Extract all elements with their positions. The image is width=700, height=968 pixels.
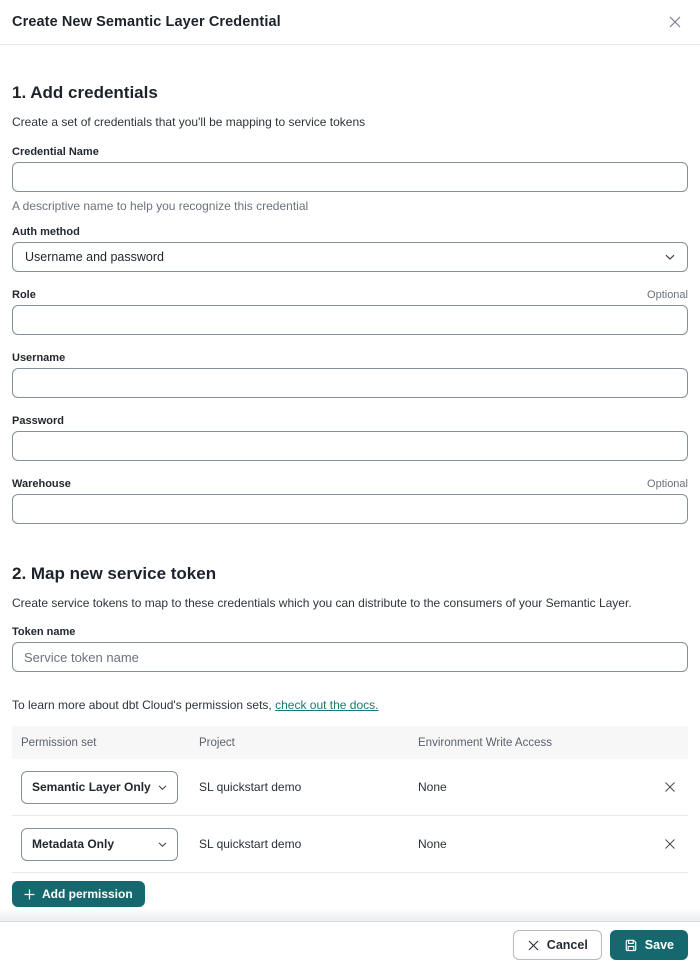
cancel-x-icon: [527, 939, 540, 952]
auth-method-selected-value: Username and password: [25, 250, 164, 264]
modal-title: Create New Semantic Layer Credential: [12, 14, 281, 30]
password-field: [12, 415, 688, 461]
close-button[interactable]: [665, 12, 685, 32]
permission-set-select[interactable]: [21, 771, 178, 804]
section1-heading: 1. Add credentials: [12, 83, 158, 102]
token-name-input[interactable]: [12, 642, 688, 672]
token-name-field: [12, 626, 688, 672]
cancel-label: Cancel: [546, 938, 588, 952]
save-icon: [624, 938, 638, 952]
warehouse-optional-tag: Optional: [647, 478, 688, 490]
credential-name-input[interactable]: [12, 162, 688, 192]
credential-name-label: Credential Name: [12, 146, 99, 158]
credential-name-helper: A descriptive name to help you recognize this credential: [12, 199, 309, 213]
project-value: SL quickstart demo: [199, 837, 302, 851]
role-label: Role: [12, 289, 36, 301]
auth-method-select[interactable]: [12, 242, 688, 272]
modal-body: [0, 45, 700, 908]
env-write-access-value: None: [418, 780, 447, 794]
add-permission-label: Add permission: [42, 887, 133, 901]
remove-permission-button[interactable]: [661, 835, 679, 853]
docs-line: [12, 698, 688, 712]
auth-method-label: Auth method: [12, 226, 80, 238]
save-label: Save: [644, 938, 674, 952]
username-input[interactable]: [12, 368, 688, 398]
password-label: Password: [12, 415, 64, 427]
footer-shadow: [0, 908, 700, 922]
warehouse-input[interactable]: [12, 494, 688, 524]
remove-permission-button[interactable]: [661, 778, 679, 796]
docs-text: To learn more about dbt Cloud's permission sets,: [12, 698, 276, 712]
save-button[interactable]: [610, 930, 688, 960]
close-icon: [667, 14, 683, 30]
username-field: [12, 352, 688, 398]
docs-link[interactable]: check out the docs.: [275, 698, 379, 712]
section2-heading: 2. Map new service token: [12, 564, 217, 583]
permission-set-select[interactable]: [21, 828, 178, 861]
permissions-table-header: [12, 726, 688, 759]
env-write-access-value: None: [418, 837, 447, 851]
permission-table-row: [12, 816, 688, 873]
role-field: [12, 289, 688, 335]
token-name-label: Token name: [12, 626, 76, 638]
permission-set-value: Metadata Only: [32, 837, 115, 851]
credential-name-field: [12, 146, 688, 213]
plus-icon: [24, 889, 35, 900]
chevron-down-icon: [158, 784, 167, 791]
role-input[interactable]: [12, 305, 688, 335]
section1-description: Create a set of credentials that you'll be mapping to service tokens: [12, 115, 366, 129]
header-project: Project: [199, 736, 235, 749]
add-permission-button[interactable]: [12, 881, 145, 907]
chevron-down-icon: [665, 253, 675, 261]
warehouse-field: [12, 478, 688, 524]
warehouse-label: Warehouse: [12, 478, 71, 490]
modal-header: [0, 0, 700, 45]
remove-x-icon: [663, 837, 677, 851]
auth-method-field: [12, 226, 688, 272]
permission-table-row: [12, 759, 688, 816]
permissions-table: [12, 726, 688, 873]
section2-description: Create service tokens to map to these credentials which you can distribute to the consumers of your Semantic Layer.: [12, 596, 632, 610]
permission-set-value: Semantic Layer Only: [32, 780, 151, 794]
chevron-down-icon: [158, 841, 167, 848]
username-label: Username: [12, 352, 66, 364]
header-env-write-access: Environment Write Access: [418, 736, 553, 749]
project-value: SL quickstart demo: [199, 780, 302, 794]
permissions-table-body: [12, 759, 688, 873]
role-optional-tag: Optional: [647, 289, 688, 301]
password-input[interactable]: [12, 431, 688, 461]
remove-x-icon: [663, 780, 677, 794]
cancel-button[interactable]: [513, 930, 602, 960]
modal-footer: [0, 922, 700, 968]
header-permission-set: Permission set: [21, 736, 97, 749]
